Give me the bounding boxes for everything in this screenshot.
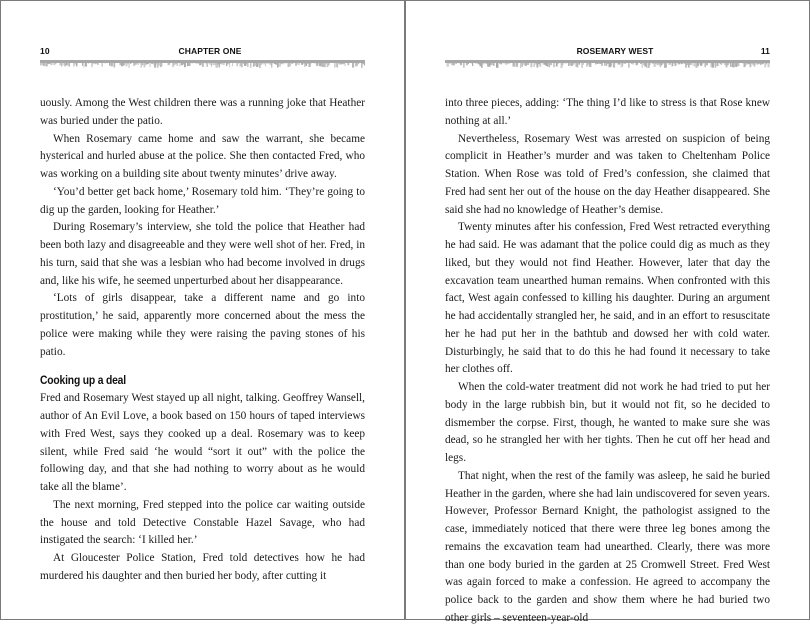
right-page [445,0,770,624]
page-number: 10 [40,46,50,56]
rule-texture [730,62,731,67]
rule-texture [610,62,612,67]
rule-texture [738,62,740,66]
rule-texture [232,62,233,66]
right-page-body [445,95,770,628]
rule-texture [558,62,559,64]
rule-texture [628,62,630,68]
rule-texture [468,62,469,64]
rule-texture [481,62,483,68]
rule-texture [591,62,592,67]
rule-texture [517,62,518,65]
rule-texture [211,62,212,67]
rule-texture [130,62,131,64]
rule-texture [156,62,157,64]
rule-texture [510,62,511,63]
rule-texture [82,62,83,66]
rule-texture [306,62,308,66]
rule-texture [565,62,566,63]
rule-texture [567,62,568,63]
rule-texture [247,62,249,67]
rule-texture [472,62,473,66]
rule-texture [196,62,197,64]
rule-texture [514,62,515,63]
rule-texture [271,62,272,68]
rule-texture [207,62,208,67]
rule-texture [139,62,141,63]
rule-texture [153,62,155,64]
left-page-body [40,95,365,586]
rule-texture [501,62,503,64]
rule-texture [336,62,338,67]
rule-texture [520,62,521,68]
rule-texture [192,62,194,63]
right-page-header [445,46,770,58]
paragraph: When the cold-water treatment did not work he had tried to put her body in the large rubbish bin, but it would not fit, so he decided to dismember the corpse. First, though, he wanted to make sure she was dead, so he strangled her with her tights. Then he cut off her head and legs. [445,381,770,464]
rule-texture [285,62,287,64]
rule-texture [219,62,221,67]
rule-texture [460,62,462,65]
rule-texture [745,62,746,66]
rule-texture [213,62,214,65]
rule-texture [187,62,188,66]
rule-texture [348,62,350,65]
rule-texture [736,62,737,67]
rule-texture [357,62,358,66]
rule-texture [543,62,545,65]
rule-texture [202,62,204,67]
rule-texture [583,62,584,65]
rule-texture [147,62,149,64]
rule-texture [363,62,365,64]
rule-texture [222,62,223,65]
rule-texture [633,62,634,65]
rule-texture [733,62,735,68]
rule-texture [178,62,180,63]
paragraph: That night, when the rest of the family was asleep, he said he buried Heather in the garden, where she had lain undiscovered for seven years. However, Professor Bernard Knight, the pathologist assigned to the case, immediately noticed that there were three leg bones among the remains the excavation team had unearthed. Clearly, there was more than one body buried in the garden at 25 Cromwell Street. Fred West was again forced to make a confession. He agreed to accompany the police back to the garden and show them where he had buried two other girls – seventeen-year-old [445,469,770,624]
rule-texture [622,62,623,66]
rule-texture [358,62,359,64]
rule-texture [493,62,495,66]
rule-texture [84,62,85,68]
rule-texture [66,62,68,65]
rule-texture [604,62,605,66]
section-subheading: Cooking up a deal [40,373,126,388]
rule-texture [661,62,662,65]
rule-texture [250,62,252,68]
rule-texture [136,62,138,63]
rule-texture [297,62,298,65]
left-page [40,0,365,620]
rule-texture [43,62,44,66]
rule-texture [205,62,207,64]
rule-texture [352,62,354,68]
rule-texture [282,62,284,64]
rule-texture [550,62,552,65]
rule-texture [601,62,603,66]
page-gutter [404,0,406,620]
rule-texture [690,62,692,65]
rule-texture [264,62,266,64]
rule-texture [646,62,647,68]
rule-texture [579,62,581,65]
rule-texture [150,62,151,67]
rule-texture [504,62,505,64]
rule-texture [111,62,113,66]
rule-texture [666,62,667,67]
rule-texture [63,62,64,65]
rule-texture [91,62,93,67]
rule-texture [93,62,94,64]
rule-texture [114,62,116,67]
rule-texture [693,62,694,66]
rule-texture [88,62,89,64]
rule-texture [237,62,238,66]
rule-texture [124,62,126,63]
rule-texture [142,62,143,65]
paragraph: into three pieces, adding: ‘The thing I’d like to stress is that Rose knew nothing at all.’ [445,97,770,127]
rule-texture [715,62,716,68]
rule-texture [129,62,130,68]
rule-texture [159,62,160,66]
rule-texture [531,62,533,67]
rule-texture [562,62,563,65]
paragraph: Nevertheless, Rosemary West was arrested on suspicion of being complicit in Heather’s murder and was taken to Cheltenham Police Station. When Rose was told of Fred’s confession, she claimed that Fred had sent her out of the house on the day Heather disappeared. She said she had no knowledge of Heather’s demise. [445,132,770,216]
rule-texture [310,62,311,64]
rule-texture [616,62,617,63]
rule-texture [141,62,143,68]
rule-texture [334,62,335,68]
left-page-header [40,46,365,58]
rule-texture [201,62,203,65]
rule-texture [226,62,227,66]
paragraph: Fred and Rosemary West stayed up all night, talking. Geoffrey Wansell, author of An Evil Love, a book based on 150 hours of taped interviews with Fred West, says they cooked up a deal. Rosemary was to keep silent, while Fred said ‘he would “sort it out” with the police the following day, and that she had nothing to worry about as he would take all the blame’. [40,392,365,493]
rule-texture [102,62,103,67]
rule-texture [528,62,530,65]
rule-texture [706,62,708,65]
rule-texture [97,62,99,65]
rule-texture [318,62,319,65]
rule-texture [315,62,316,64]
rule-texture [40,62,41,66]
rule-texture [267,62,269,64]
rule-texture [675,62,677,66]
paragraph: At Gloucester Police Station, Fred told detectives how he had murdered his daughter and then buried her body, after cutting it [40,552,365,582]
rule-texture [190,62,191,63]
rule-texture [76,62,77,66]
rule-texture [760,62,762,65]
rule-texture [99,62,101,63]
rule-texture [540,62,542,67]
rule-texture [682,62,683,63]
rule-texture [210,62,211,65]
rule-texture [663,62,665,64]
rule-texture [549,62,550,67]
paragraph: uously. Among the West children there was a running joke that Heather was buried under the patio. [40,97,365,127]
paragraph: During Rosemary’s interview, she told the police that Heather had been both lazy and disagreeable and they were well shot of her. Fred, in his turn, said that she was a lesbian who had become involved in drugs and, like his wife, he seemed unperturbed about her disappearance. [40,221,365,287]
running-head: CHAPTER ONE [178,46,242,56]
rule-texture [669,62,671,65]
paragraph: ‘You’d better get back home,’ Rosemary told him. ‘They’re going to dig up the garden, looking for Heather.’ [40,185,365,216]
rule-texture [559,62,560,63]
rule-texture [535,62,537,65]
rule-texture [61,62,62,67]
rule-texture [198,62,200,64]
rule-texture [484,62,486,63]
rule-texture [534,62,535,67]
rule-texture [499,62,501,64]
rule-texture [699,62,700,65]
rule-texture [547,62,548,67]
rule-texture [637,62,638,64]
paragraph: Twenty minutes after his confession, Fred West retracted everything he had said. He was adamant that the police could dig as much as they liked, but they would not find Heather. However, later that day the excavation team unearthed human remains. When confronted with this fact, West again confessed to killing his daughter. During an argument he had accidentally strangled her, he said, and in an effort to resuscitate her he had put her in the bathtub and dowsed her with cold water. Disturbingly, he said that to do this he had found it necessary to take her clothes off. [445,221,770,376]
rule-texture [157,62,159,68]
rule-texture [42,62,43,65]
rule-texture [258,62,259,66]
rule-texture [694,62,695,67]
rule-texture [75,62,76,65]
rule-texture [463,62,465,68]
page-number: 11 [760,46,770,56]
rule-texture [288,62,290,67]
rule-texture [769,62,770,64]
rule-texture [657,62,658,65]
rule-texture [625,62,627,63]
rule-texture [253,62,255,67]
rule-texture [477,62,479,63]
paragraph: When Rosemary came home and saw the warrant, she became hysterical and hurled abuse at the police. She then contacted Fred, who was working on a building site about twenty minutes’ drive away. [40,132,365,180]
rule-texture [445,62,447,63]
rule-texture [631,62,632,64]
rule-texture [553,62,555,67]
rule-texture [523,62,524,65]
rule-texture [127,62,129,64]
rule-texture [526,62,527,65]
rule-texture [177,62,179,66]
rule-texture [69,62,70,67]
rule-texture [337,62,338,68]
rule-texture [298,62,300,65]
rule-texture [723,62,724,63]
rule-texture [109,62,110,66]
rule-texture [106,62,108,63]
rule-texture [642,62,643,68]
rule-texture [454,62,455,65]
rule-texture [714,62,715,66]
rule-texture [292,62,293,64]
rule-texture [582,62,583,68]
rule-texture [598,62,599,64]
rule-texture [667,62,668,63]
rule-texture [747,62,748,64]
rule-texture [265,62,266,66]
rule-texture [595,62,596,65]
rule-texture [522,62,523,67]
rule-texture [67,62,68,65]
rule-texture [678,62,679,65]
rule-texture [456,62,457,64]
rule-texture [574,62,576,63]
rule-texture [577,62,578,68]
rule-texture [304,62,306,67]
rule-texture [105,62,106,63]
rule-texture [660,62,662,67]
rule-texture [765,62,766,67]
paragraph: ‘Lots of girls disappear, take a different name and go into prostitution,’ he said, apparently more concerned about the mess the police were making while they were raising the paving stones of his patio. [40,292,365,358]
rule-texture [568,62,569,66]
rule-texture [364,62,365,66]
rule-texture [138,62,140,65]
rule-texture [223,62,225,65]
rule-texture [55,62,57,64]
rule-texture [174,62,176,65]
rule-texture [705,62,706,67]
rule-texture [652,62,654,64]
running-head: ROSEMARY WEST [576,46,654,56]
rule-texture [169,62,170,64]
rule-texture [238,62,239,64]
paragraph: The next morning, Fred stepped into the police car waiting outside the house and told Detective Constable Hazel Savage, who had instigated the search: ‘I killed her.’ [40,498,365,547]
rule-texture [229,62,230,67]
rule-texture [262,62,263,64]
rule-texture [556,62,558,66]
rule-texture [277,62,279,68]
rule-texture [261,62,263,65]
header-rule-decoration [40,60,365,68]
rule-texture [649,62,651,65]
rule-texture [762,62,764,64]
rule-texture [45,62,47,66]
rule-texture [51,62,53,65]
rule-texture [328,62,330,65]
rule-texture [766,62,767,64]
rule-texture [687,62,688,65]
rule-texture [78,62,80,63]
rule-texture [259,62,261,68]
rule-texture [679,62,680,64]
rule-texture [754,62,755,67]
rule-texture [702,62,704,64]
header-rule-decoration [445,60,770,68]
rule-texture [162,62,163,66]
rule-texture [361,62,363,68]
rule-texture [85,62,87,67]
rule-texture [195,62,196,63]
rule-texture [180,62,181,66]
rule-texture [496,62,498,68]
rule-texture [721,62,722,65]
rule-texture [688,62,690,68]
rule-texture [345,62,346,66]
rule-texture [235,62,236,63]
rule-texture [343,62,345,64]
rule-texture [619,62,620,64]
